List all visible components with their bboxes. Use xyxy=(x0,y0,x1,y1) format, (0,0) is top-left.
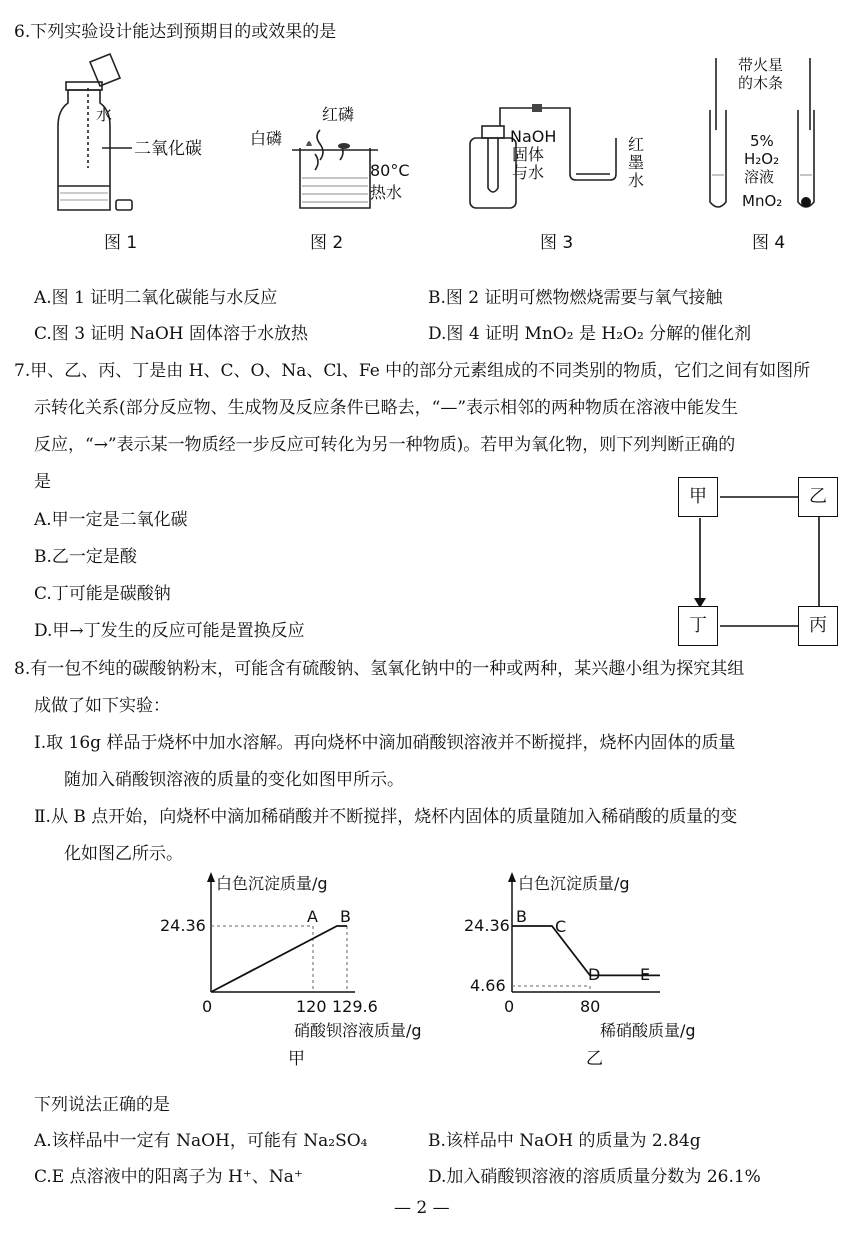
chart-yi-point-b: B xyxy=(516,907,527,926)
q7-option-d: D.甲→丁发生的反应可能是置换反应 xyxy=(34,621,305,641)
chart-jia-xlabel: 硝酸钡溶液质量/g xyxy=(294,1021,422,1040)
q8-step-2b: 化如图乙所示。 xyxy=(64,844,183,864)
q7-option-b: B.乙一定是酸 xyxy=(34,547,137,567)
chart-jia-point-a: A xyxy=(307,907,318,926)
fig4-pct: 5% xyxy=(750,132,774,150)
figure-2 xyxy=(240,98,420,253)
chart-jia-xtick-0: 0 xyxy=(202,997,213,1016)
fig1-water-label: 水 xyxy=(96,105,113,124)
fig4-caption: 图 4 xyxy=(752,233,786,253)
figure-3 xyxy=(460,98,660,253)
q8-step-1b: 随加入硝酸钡溶液的质量的变化如图甲所示。 xyxy=(64,770,404,790)
fig2-temp: 80°C xyxy=(370,161,410,180)
fig3-solid: 固体 xyxy=(512,145,545,164)
q8-step-1a: Ⅰ.取 16g 样品于烧杯中加水溶解。再向烧杯中滴加硝酸钡溶液并不断搅拌，烧杯内固体的质量 xyxy=(34,733,736,753)
fig4-splint-2: 的木条 xyxy=(738,74,784,92)
chart-jia-xtick-120: 120 xyxy=(296,997,327,1016)
chart-yi-ylabel: 白色沉淀质量/g xyxy=(518,874,630,893)
fig4-splint-1: 带火星 xyxy=(738,56,784,74)
chart-jia-series-line xyxy=(211,926,347,992)
chart-yi-ytick-top: 24.36 xyxy=(464,916,510,935)
chart-yi xyxy=(460,868,760,1078)
chart-yi-series-line xyxy=(512,926,660,975)
chart-yi-title: 乙 xyxy=(586,1049,603,1069)
fig1-co2-label: 二氧化碳 xyxy=(134,139,202,159)
fig3-caption: 图 3 xyxy=(540,233,574,253)
fig4-h2o2: H₂O₂ xyxy=(744,150,780,168)
fig3-naoh: NaOH xyxy=(510,127,557,146)
chart-jia xyxy=(150,868,470,1078)
q8-option-b: B.该样品中 NaOH 的质量为 2.84g xyxy=(428,1131,701,1151)
fig2-white-p: 白磷 xyxy=(250,129,283,148)
fig1-caption: 图 1 xyxy=(104,233,138,253)
page-number: — 2 — xyxy=(394,1198,450,1218)
fig4-solution: 溶液 xyxy=(744,168,775,186)
diagram-node-ding: 丁 xyxy=(678,606,718,646)
q7-line-1: 7.甲、乙、丙、丁是由 H、C、O、Na、Cl、Fe 中的部分元素组成的不同类别的物质，它们之间有如图所 xyxy=(14,361,811,381)
fig4-mno2: MnO₂ xyxy=(742,192,783,210)
q8-option-c: C.E 点溶液中的阳离子为 H⁺、Na⁺ xyxy=(34,1167,303,1187)
fig2-hot-water: 热水 xyxy=(370,183,403,202)
q6-option-b: B.图 2 证明可燃物燃烧需要与氧气接触 xyxy=(428,288,723,308)
chart-yi-xlabel: 稀硝酸质量/g xyxy=(600,1021,696,1040)
fig3-red-ink-1: 红 xyxy=(628,135,645,154)
q8-line-1: 8.有一包不纯的碳酸钠粉末，可能含有硫酸钠、氢氧化钠中的一种或两种，某兴趣小组为探究其组 xyxy=(14,659,745,679)
diagram-node-jia: 甲 xyxy=(678,477,718,517)
q8-step-2a: Ⅱ.从 B 点开始，向烧杯中滴加稀硝酸并不断搅拌，烧杯内固体的质量随加入稀硝酸的质量的变 xyxy=(34,807,738,827)
chart-jia-ytick: 24.36 xyxy=(160,916,206,935)
chart-yi-point-e: E xyxy=(640,965,651,984)
q7-line-4: 是 xyxy=(34,472,51,492)
q6-option-c: C.图 3 证明 NaOH 固体溶于水放热 xyxy=(34,324,309,344)
figure-1 xyxy=(40,48,202,253)
q8-option-d: D.加入硝酸钡溶液的溶质质量分数为 26.1% xyxy=(428,1167,761,1187)
diagram-node-bing: 丙 xyxy=(798,606,838,646)
q7-option-a: A.甲一定是二氧化碳 xyxy=(34,510,188,530)
q7-line-3: 反应，“→”表示某一物质经一步反应可转化为另一种物质)。若甲为氧化物，则下列判断正确的 xyxy=(34,435,736,455)
fig2-red-p: 红磷 xyxy=(322,105,355,124)
q7-line-2: 示转化关系(部分反应物、生成物及反应条件已略去，“—”表示相邻的两种物质在溶液中能发生 xyxy=(34,398,739,418)
fig3-with-water: 与水 xyxy=(512,163,545,182)
fig3-red-ink-2: 墨 xyxy=(628,153,645,172)
chart-yi-point-d: D xyxy=(588,965,601,984)
chart-jia-ylabel: 白色沉淀质量/g xyxy=(216,874,328,893)
chart-jia-title: 甲 xyxy=(288,1049,305,1069)
q6-option-d: D.图 4 证明 MnO₂ 是 H₂O₂ 分解的催化剂 xyxy=(428,324,752,344)
q6-stem: 6.下列实验设计能达到预期目的或效果的是 xyxy=(14,22,337,42)
chart-yi-xtick-80: 80 xyxy=(580,997,601,1016)
q7-option-c: C.丁可能是碳酸钠 xyxy=(34,584,171,604)
chart-jia-xtick-129: 129.6 xyxy=(332,997,378,1016)
figure-4 xyxy=(690,50,850,255)
q8-line-2: 成做了如下实验： xyxy=(34,696,170,716)
chart-jia-point-b: B xyxy=(340,907,351,926)
q6-option-a: A.图 1 证明二氧化碳能与水反应 xyxy=(34,288,278,308)
chart-yi-xtick-0: 0 xyxy=(504,997,515,1016)
q8-option-a: A.该样品中一定有 NaOH，可能有 Na₂SO₄ xyxy=(34,1131,368,1151)
diagram-node-yi: 乙 xyxy=(798,477,838,517)
fig2-caption: 图 2 xyxy=(310,233,344,253)
fig3-red-ink-3: 水 xyxy=(628,171,645,190)
q8-prompt: 下列说法正确的是 xyxy=(34,1095,170,1115)
chart-yi-ytick-low: 4.66 xyxy=(470,976,506,995)
chart-yi-point-c: C xyxy=(555,917,567,936)
